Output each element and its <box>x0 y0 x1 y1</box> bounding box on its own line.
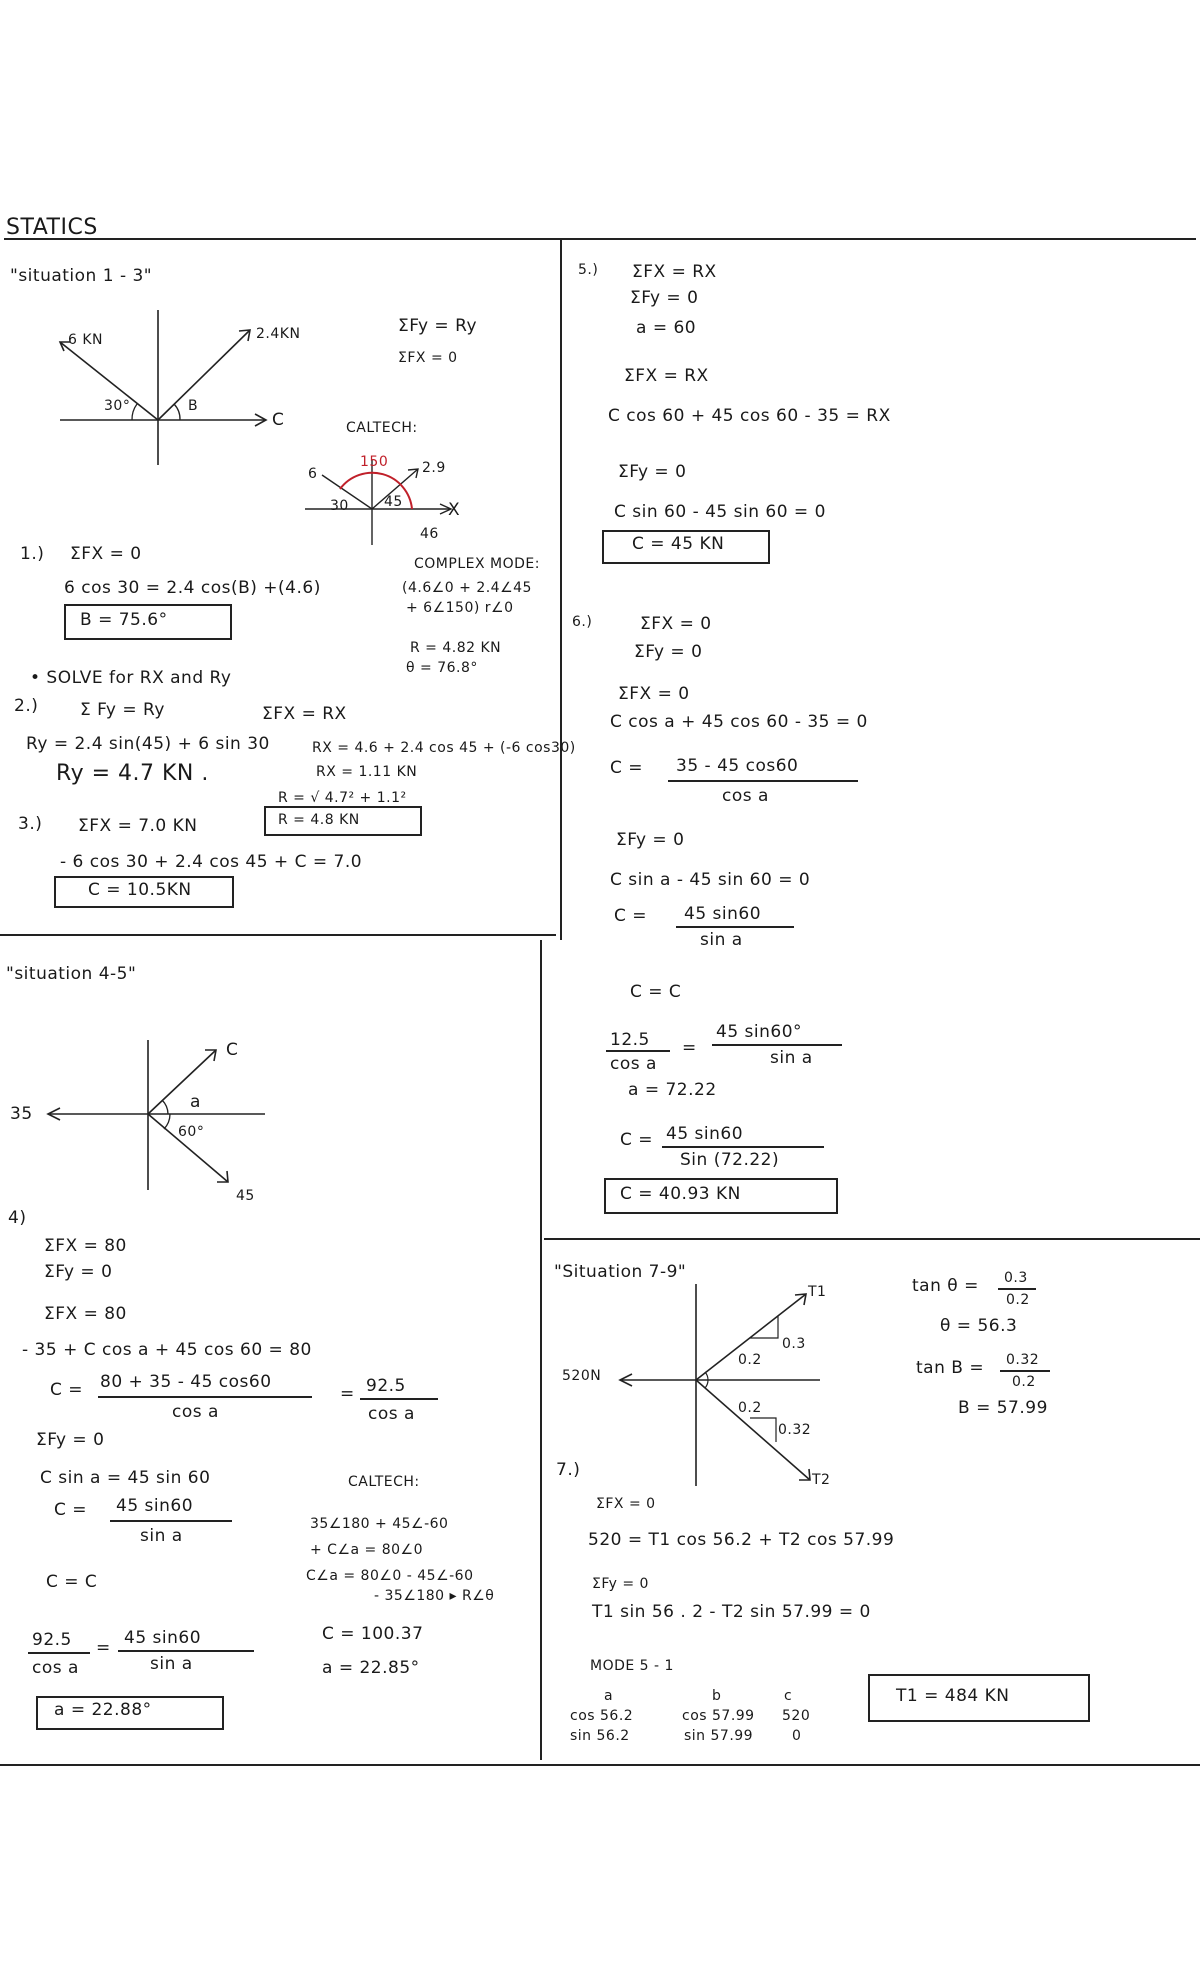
situation-4-5-heading: "situation 4-5" <box>6 964 137 984</box>
p4-c-eq-label: C = <box>50 1380 84 1400</box>
p5-line-2: ΣFy = 0 <box>630 288 699 308</box>
caltech-force-6: 6 <box>308 466 318 482</box>
p4-denominator-4: cos a <box>32 1658 79 1678</box>
diagram1-right-force: 2.4KN <box>256 326 301 342</box>
caltech-force-2-9: 2.9 <box>422 460 446 476</box>
p5-answer: C = 45 KN <box>632 534 725 554</box>
problem-1-label: 1.) <box>20 544 45 564</box>
p6-line-2: ΣFy = 0 <box>634 642 703 662</box>
p6-fraction-bar-1 <box>668 780 858 782</box>
tan-beta-lhs: tan B = <box>916 1358 985 1378</box>
problem-2-ry-equation: Ry = 2.4 sin(45) + 6 sin 30 <box>26 734 270 754</box>
p7-matrix-a1: cos 56.2 <box>570 1708 634 1724</box>
caltech-angle-45: 45 <box>384 494 403 510</box>
p6-numerator-2: 45 sin60 <box>684 904 762 924</box>
p4-line-3: ΣFX = 80 <box>44 1304 127 1324</box>
p7-matrix-c1: 520 <box>782 1708 811 1724</box>
complex-mode-line-2: + 6∠150) r∠0 <box>406 600 514 616</box>
p7-matrix-b: b <box>712 1688 722 1704</box>
diagram7-dim-02-top: 0.2 <box>738 1352 762 1368</box>
p6-line-4: C cos a + 45 cos 60 - 35 = 0 <box>610 712 868 732</box>
sum-fx-zero: ΣFX = 0 <box>398 350 458 366</box>
diagram7-t1: T1 <box>808 1284 827 1300</box>
p6-line-3: ΣFX = 0 <box>618 684 690 704</box>
p6-denominator-5: Sin (72.22) <box>680 1150 780 1170</box>
p6-line-7: C sin a - 45 sin 60 = 0 <box>610 870 811 890</box>
p4-fraction-bar-2 <box>360 1398 438 1400</box>
diagram4-angle-a: a <box>190 1092 201 1112</box>
tan-beta-denominator: 0.2 <box>1012 1374 1036 1390</box>
diagram1-c-label: C <box>272 410 285 430</box>
problem-3-label: 3.) <box>18 814 43 834</box>
p5-line-5: C cos 60 + 45 cos 60 - 35 = RX <box>608 406 891 426</box>
p5-line-4: ΣFX = RX <box>624 366 709 386</box>
p4-line-9: C = C <box>46 1572 98 1592</box>
p6-fraction-bar-4 <box>712 1044 842 1046</box>
caltech-angle-30: 30 <box>330 498 349 514</box>
p4-equals-2: = <box>96 1638 111 1658</box>
diagram7-t2: T2 <box>812 1472 831 1488</box>
p7-matrix-b2: sin 57.99 <box>684 1728 754 1744</box>
p6-denominator-3: cos a <box>610 1054 657 1074</box>
p6-c-label-3: C = <box>620 1130 654 1150</box>
p4-c-denominator: cos a <box>172 1402 219 1422</box>
p4-numerator-4: 92.5 <box>32 1630 72 1650</box>
vertical-divider-top <box>560 240 562 940</box>
diagram1-left-force: 6 KN <box>68 332 104 348</box>
problem-2-r-equation: R = √ 4.7² + 1.1² <box>278 790 407 806</box>
p4-fraction-bar-3 <box>110 1520 232 1522</box>
p6-c-label-1: C = <box>610 758 644 778</box>
problem-1-sum-fx: ΣFX = 0 <box>70 544 142 564</box>
caltech-label-2: CALTECH: <box>348 1474 420 1490</box>
p7-line-2: 520 = T1 cos 56.2 + T2 cos 57.99 <box>588 1530 895 1550</box>
p7-matrix-a2: sin 56.2 <box>570 1728 630 1744</box>
p5-line-6: ΣFy = 0 <box>618 462 687 482</box>
tan-theta-lhs: tan θ = <box>912 1276 979 1296</box>
problem-7-label: 7.) <box>556 1460 581 1480</box>
caltech-x-axis: X <box>448 500 461 520</box>
diagram4-force-35: 35 <box>10 1104 33 1124</box>
p4-denominator-5: sin a <box>150 1654 193 1674</box>
p4-c-denominator-3: sin a <box>140 1526 183 1546</box>
p6-line-6: ΣFy = 0 <box>616 830 685 850</box>
p6-line-1: ΣFX = 0 <box>640 614 712 634</box>
tan-theta-denominator: 0.2 <box>1006 1292 1030 1308</box>
problem-2-rx-equation: RX = 4.6 + 2.4 cos 45 + (-6 cos30) <box>312 740 576 756</box>
p4-caltech-line-4: - 35∠180 ▸ R∠θ <box>374 1588 495 1604</box>
complex-mode-r: R = 4.82 KN <box>410 640 502 656</box>
problem-2-label: 2.) <box>14 696 39 716</box>
tan-theta-fraction-bar <box>998 1288 1036 1290</box>
p7-matrix-c2: 0 <box>792 1728 802 1744</box>
horizontal-divider-left <box>0 934 556 936</box>
diagram1-angle-b: B <box>188 398 199 414</box>
p6-answer: C = 40.93 KN <box>620 1184 741 1204</box>
p4-c-numerator-2: 92.5 <box>366 1376 406 1396</box>
problem-4-label: 4) <box>8 1208 27 1228</box>
problem-2-answer: R = 4.8 KN <box>278 812 360 828</box>
diagram1-angle-30: 30° <box>104 398 131 414</box>
p4-fraction-bar-5 <box>118 1650 254 1652</box>
problem-2-rx-result: RX = 1.11 KN <box>316 764 418 780</box>
problem-1-answer: B = 75.6° <box>80 610 168 630</box>
complex-mode-line-1: (4.6∠0 + 2.4∠45 <box>402 580 532 596</box>
page-title: STATICS <box>6 215 98 240</box>
p4-c-eq-label-2: C = <box>54 1500 88 1520</box>
p4-fraction-bar-1 <box>98 1396 312 1398</box>
beta-value: B = 57.99 <box>958 1398 1048 1418</box>
p4-line-1: ΣFX = 80 <box>44 1236 127 1256</box>
p4-c-numerator-3: 45 sin60 <box>116 1496 194 1516</box>
p6-numerator-5: 45 sin60 <box>666 1124 744 1144</box>
tan-theta-numerator: 0.3 <box>1004 1270 1028 1286</box>
diagram7-dim-02-bottom: 0.2 <box>738 1400 762 1416</box>
diagram7-force-520: 520N <box>562 1368 602 1384</box>
problem-1-equation: 6 cos 30 = 2.4 cos(B) +(4.6) <box>64 578 321 598</box>
caltech-angle-150: 150 <box>360 454 389 470</box>
p6-line-9: C = C <box>630 982 682 1002</box>
problem-5-label: 5.) <box>578 262 599 278</box>
situation-1-3-heading: "situation 1 - 3" <box>10 266 153 286</box>
p6-c-label-2: C = <box>614 906 648 926</box>
title-underline <box>4 238 1196 240</box>
p4-caltech-line-3: C∠a = 80∠0 - 45∠-60 <box>306 1568 474 1584</box>
diagram7-dim-03: 0.3 <box>782 1336 806 1352</box>
vertical-divider-bottom <box>540 940 542 1760</box>
situation-7-9-heading: "Situation 7-9" <box>554 1262 687 1282</box>
p5-line-7: C sin 60 - 45 sin 60 = 0 <box>614 502 826 522</box>
p6-fraction-bar-5 <box>662 1146 824 1148</box>
p7-matrix-c: c <box>784 1688 793 1704</box>
p4-line-2: ΣFy = 0 <box>44 1262 113 1282</box>
p6-fraction-bar-3 <box>606 1050 670 1052</box>
p6-denominator-4: sin a <box>770 1048 813 1068</box>
complex-mode-label: COMPLEX MODE: <box>414 556 540 572</box>
tan-beta-numerator: 0.32 <box>1006 1352 1040 1368</box>
force-diagram-7 <box>600 1270 840 1500</box>
p6-denominator-1: cos a <box>722 786 769 806</box>
p4-caltech-c: C = 100.37 <box>322 1624 424 1644</box>
solve-note: • SOLVE for RX and Ry <box>30 668 232 688</box>
p6-numerator-4: 45 sin60° <box>716 1022 803 1042</box>
tan-beta-fraction-bar <box>1000 1370 1050 1372</box>
p6-numerator-1: 35 - 45 cos60 <box>676 756 799 776</box>
p6-fraction-bar-2 <box>676 926 794 928</box>
problem-2-ry-result: Ry = 4.7 KN . <box>56 761 209 786</box>
p4-fraction-bar-4 <box>28 1652 90 1654</box>
diagram7-dim-032: 0.32 <box>778 1422 812 1438</box>
p6-line-11: a = 72.22 <box>628 1080 717 1100</box>
p4-answer: a = 22.88° <box>54 1700 152 1720</box>
p5-line-1: ΣFX = RX <box>632 262 717 282</box>
p4-numerator-5: 45 sin60 <box>124 1628 202 1648</box>
p4-line-6: ΣFy = 0 <box>36 1430 105 1450</box>
p6-denominator-2: sin a <box>700 930 743 950</box>
p7-line-1: ΣFX = 0 <box>596 1496 656 1512</box>
p6-equals: = <box>682 1038 697 1058</box>
problem-2-sum-fy: Σ Fy = Ry <box>80 700 165 720</box>
problem-2-sum-fx: ΣFX = RX <box>262 704 347 724</box>
p5-line-3: a = 60 <box>636 318 697 338</box>
p4-equals-1: = <box>340 1384 355 1404</box>
p7-matrix-a: a <box>604 1688 614 1704</box>
problem-3-equation: - 6 cos 30 + 2.4 cos 45 + C = 7.0 <box>60 852 363 872</box>
p4-line-7: C sin a = 45 sin 60 <box>40 1468 211 1488</box>
caltech-force-46: 46 <box>420 526 439 542</box>
p7-mode: MODE 5 - 1 <box>590 1658 674 1674</box>
theta-value: θ = 56.3 <box>940 1316 1018 1336</box>
bottom-line <box>0 1764 1200 1766</box>
p7-matrix-b1: cos 57.99 <box>682 1708 755 1724</box>
diagram4-c-label: C <box>226 1040 239 1060</box>
p7-answer: T1 = 484 KN <box>896 1686 1010 1706</box>
problem-3-answer: C = 10.5KN <box>88 880 192 900</box>
problem-6-label: 6.) <box>572 614 593 630</box>
diagram4-angle-60: 60° <box>178 1124 205 1140</box>
p4-line-4: - 35 + C cos a + 45 cos 60 = 80 <box>22 1340 312 1360</box>
sum-fy-ry: ΣFy = Ry <box>398 316 478 336</box>
p6-numerator-3: 12.5 <box>610 1030 650 1050</box>
horizontal-divider-right <box>544 1238 1200 1240</box>
caltech-label-1: CALTECH: <box>346 420 418 436</box>
p7-line-4: T1 sin 56 . 2 - T2 sin 57.99 = 0 <box>592 1602 871 1622</box>
problem-3-sum-fx: ΣFX = 7.0 KN <box>78 816 198 836</box>
p7-line-3: ΣFy = 0 <box>592 1576 649 1592</box>
p4-c-numerator: 80 + 35 - 45 cos60 <box>100 1372 272 1392</box>
complex-mode-theta: θ = 76.8° <box>406 660 478 676</box>
p4-c-denominator-2: cos a <box>368 1404 415 1424</box>
p4-caltech-a: a = 22.85° <box>322 1658 420 1678</box>
force-diagram-4 <box>20 1030 280 1200</box>
p4-caltech-line-1: 35∠180 + 45∠-60 <box>310 1516 449 1532</box>
p4-caltech-line-2: + C∠a = 80∠0 <box>310 1542 423 1558</box>
diagram4-force-45: 45 <box>236 1188 255 1204</box>
